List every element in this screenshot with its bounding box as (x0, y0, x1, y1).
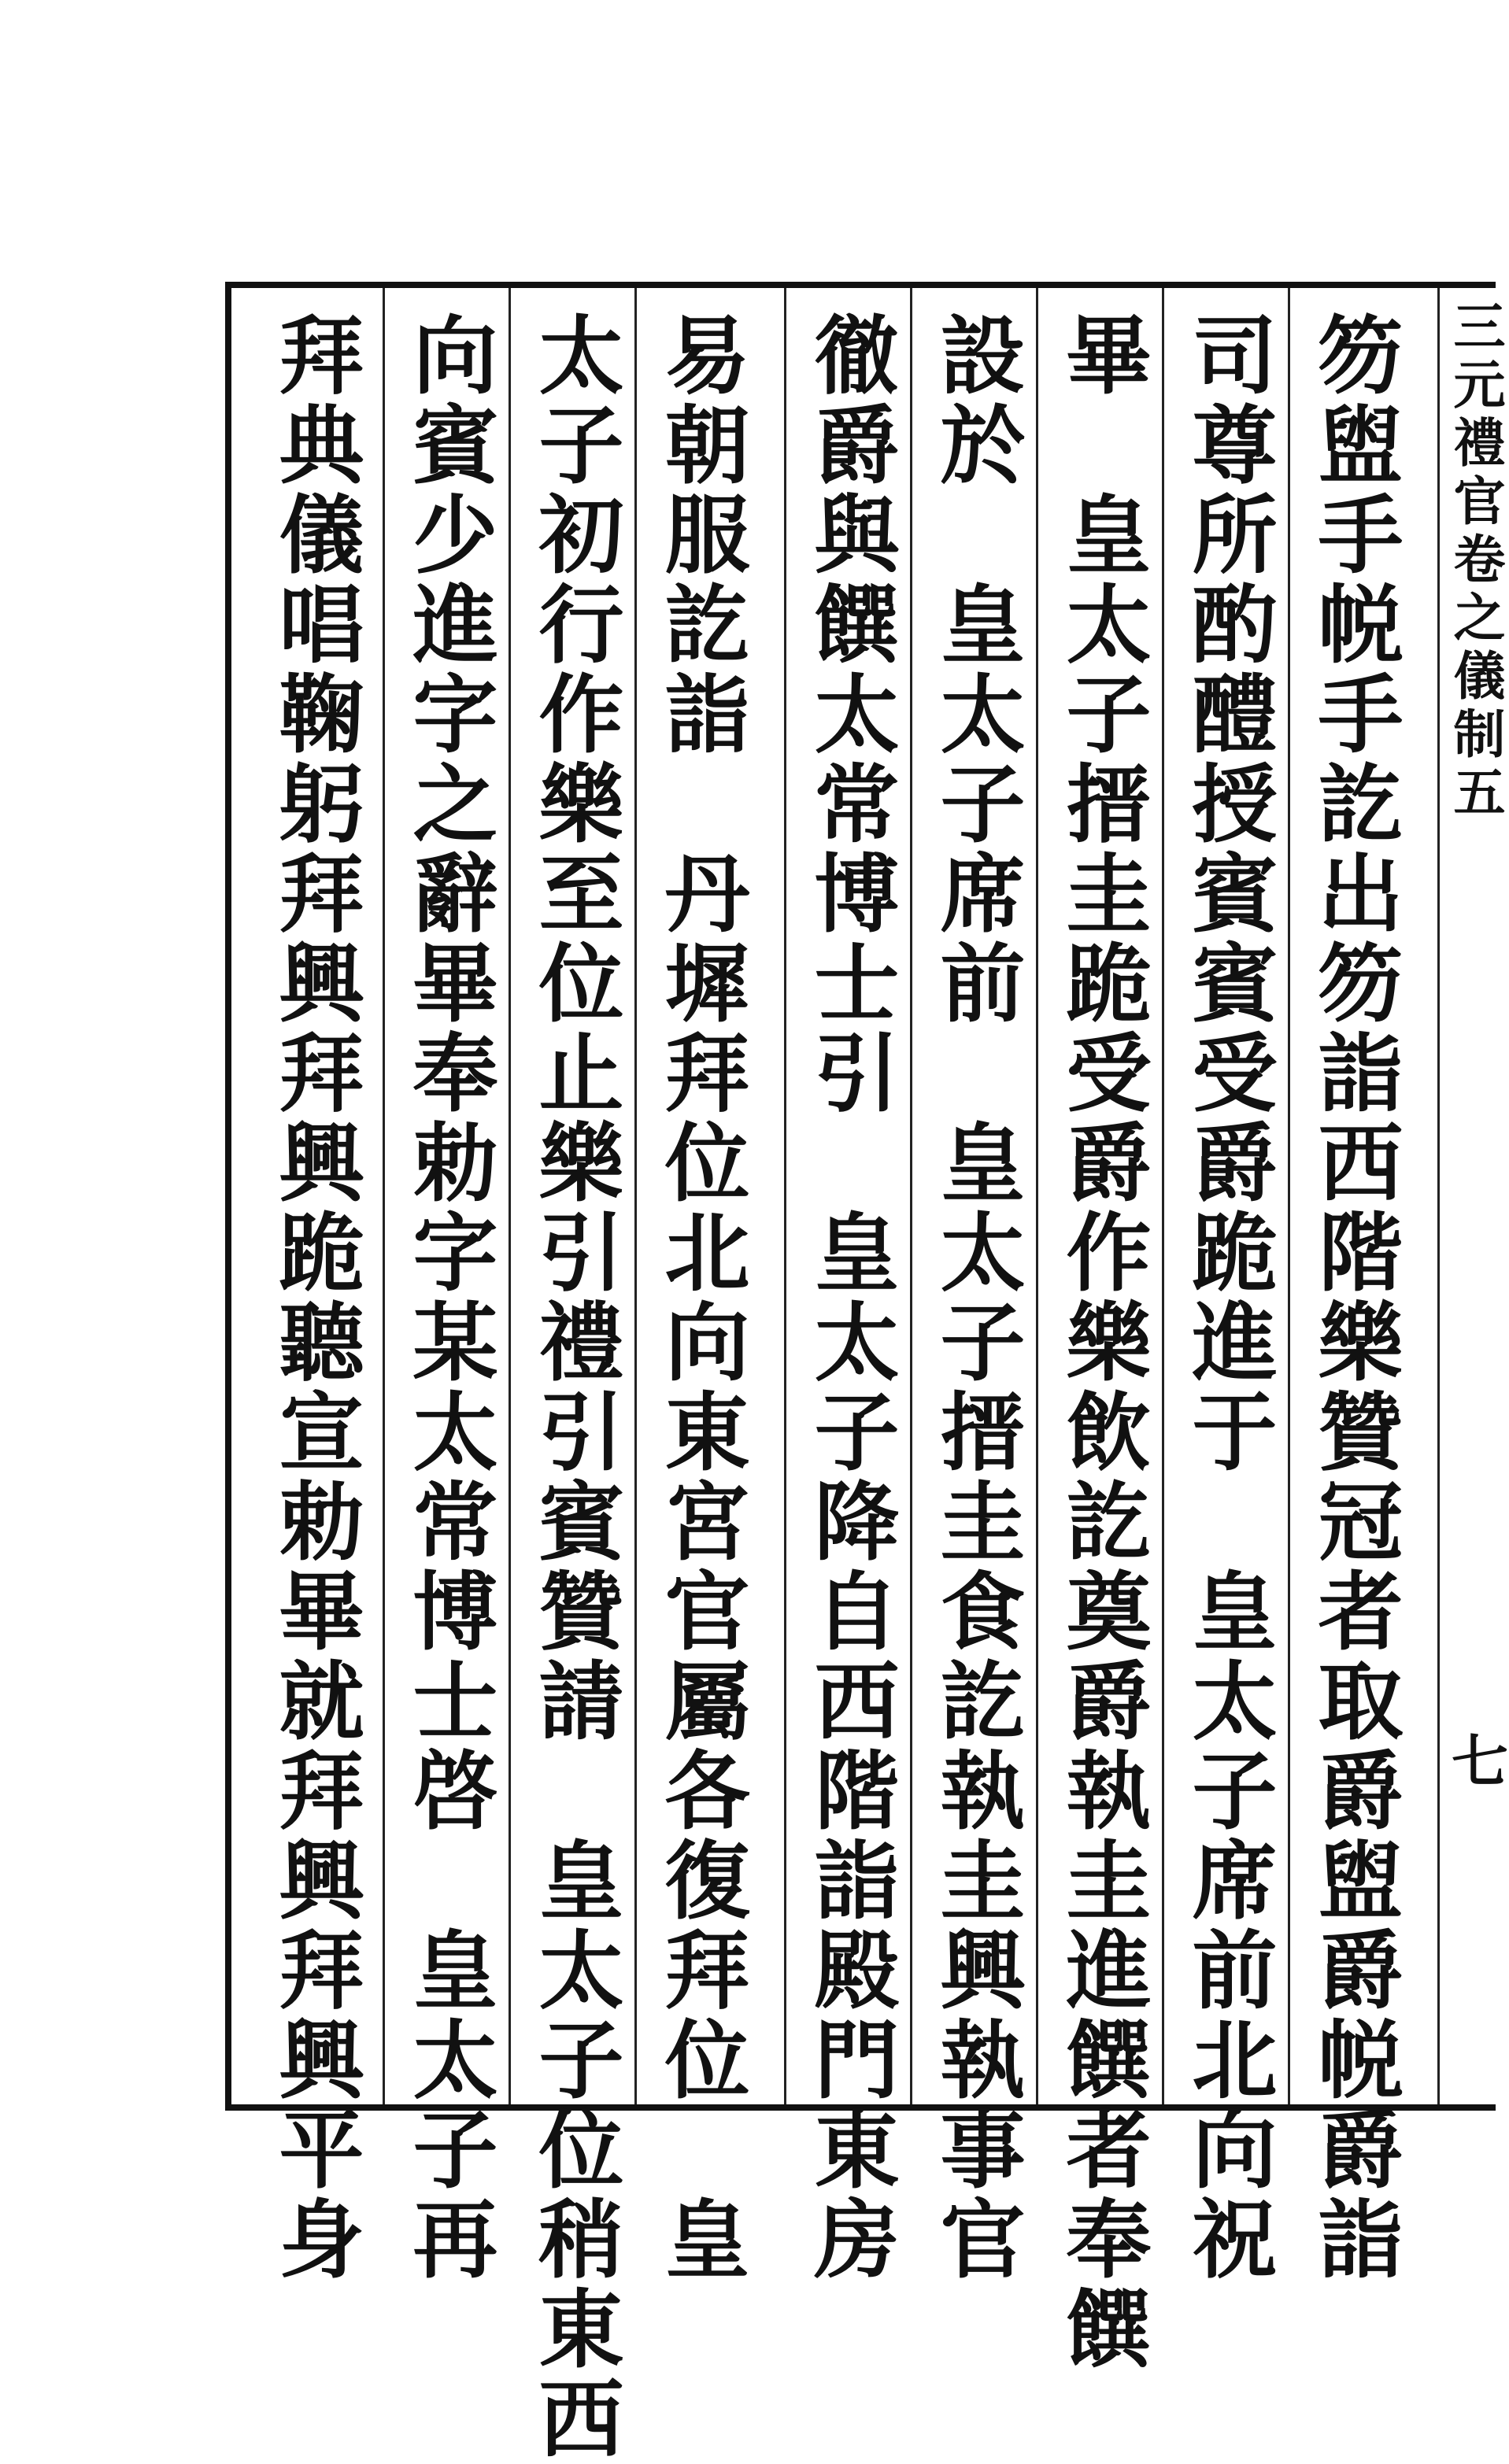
text-column-8: 向賓少進字之辭畢奉勅字某太常博士啓 皇太子再 (398, 311, 497, 2285)
column-rule (784, 288, 786, 2104)
text-column-9: 拜典儀唱鞠躬拜興拜興跪聽宣勅畢就拜興拜興平身 (264, 311, 364, 2285)
column-rule (383, 288, 385, 2104)
text-column-7: 太子初行作樂至位止樂引禮引賓贊請 皇太子位稍東西 (524, 311, 623, 2464)
page-number: 七 (1442, 1731, 1509, 1788)
column-rule (910, 288, 912, 2104)
text-column-6: 易朝服訖詣 丹墀拜位北向東宮官屬各復拜位 皇 (650, 311, 749, 2285)
column-rule (509, 288, 511, 2104)
margin-column (1442, 299, 1509, 2109)
text-column-3: 畢 皇太子搢圭跪受爵作樂飲訖奠爵執圭進饌者奉饌 (1052, 311, 1151, 2374)
text-column-2: 司尊所酌醴授賓賓受爵跪進于 皇太子席前北向祝 (1178, 311, 1277, 2285)
column-rule (1437, 288, 1440, 2104)
margin-title: 三元禮官卷之儀制五 (1444, 299, 1506, 823)
text-column-1: 笏盥手帨手訖出笏詣西階樂贊冠者取爵盥爵帨爵詣 (1304, 311, 1403, 2285)
column-rule (1036, 288, 1038, 2104)
column-rule (1288, 288, 1290, 2104)
text-column-5: 徹爵與饌太常博士引 皇太子降自西階詣殿門東房 (800, 311, 899, 2285)
column-rule (1162, 288, 1164, 2104)
text-column-4: 設於 皇太子席前 皇太子搢圭食訖執圭興執事官 (926, 311, 1025, 2285)
column-rule (634, 288, 637, 2104)
